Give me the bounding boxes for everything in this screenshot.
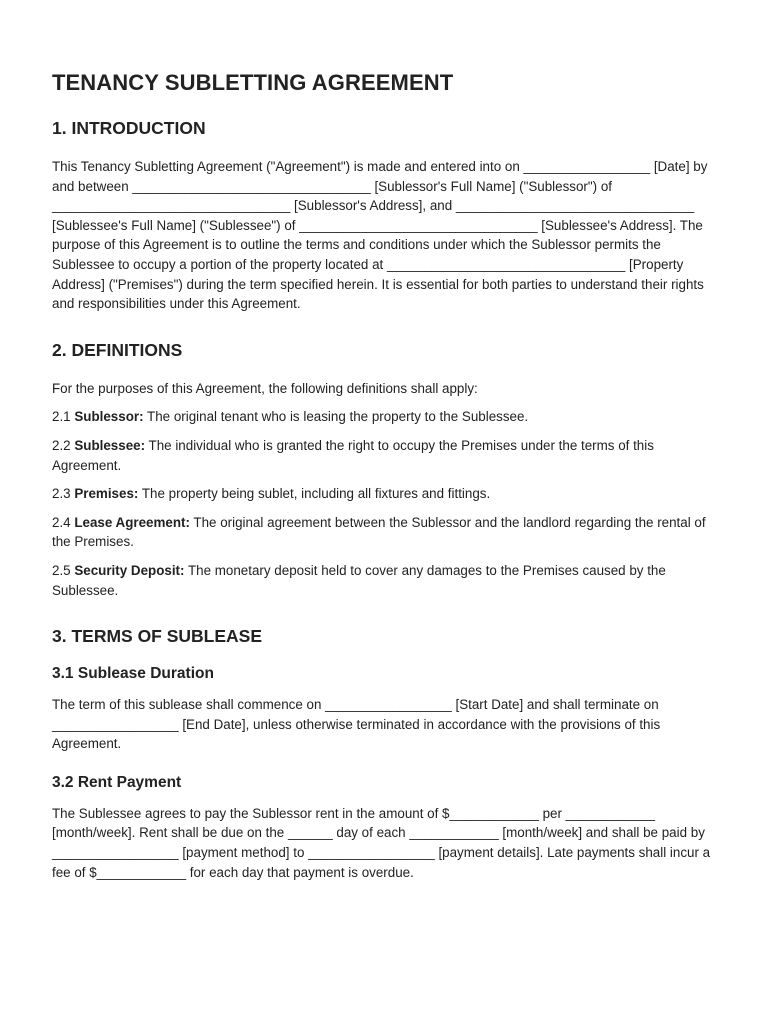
definition-item — [52, 561, 718, 600]
section-heading-definitions: 2. DEFINITIONS — [52, 339, 183, 360]
definition-number: 2.1 — [52, 409, 75, 425]
definition-text: The monetary deposit held to cover any damages to the Premises caused by the Sublessee. — [52, 562, 666, 598]
subsection-heading-rent: 3.2 Rent Payment — [52, 773, 182, 791]
section-introduction — [52, 118, 718, 314]
definition-term: Premises: — [74, 486, 139, 502]
introduction-paragraph: This Tenancy Subletting Agreement ("Agreement") is made and entered into on _________________ [Date] by and between ________________________________ [Sublessor's Full Name] ("Sublessor") of ________________________________ [Sublessor's Address], and ________________________________ [Sublessee's Full Name] ("Sublessee") of ________________________________ [Sublessee's Address]. The purpose of this Agreement is to outline the terms and conditions under which the Sublessor permits the Sublessee to occupy a portion of the property located at ________________________________ [Property Address] ("Premises") during the term specified herein. It is essential for both parties to understand their rights and responsibilities under this Agreement. — [52, 159, 708, 312]
definition-text: The original agreement between the Sublessor and the landlord regarding the rental of the Premises. — [52, 514, 706, 550]
definition-term: Sublessor: — [74, 409, 144, 425]
section-terms-of-sublease — [52, 626, 718, 882]
definition-text: The individual who is granted the right to occupy the Premises under the terms of this Agreement. — [52, 437, 654, 473]
duration-paragraph: The term of this sublease shall commence on _________________ [Start Date] and shall terminate on _________________ [End Date], unless otherwise terminated in accordance with the provisions of this Agreement. — [52, 697, 661, 752]
definition-item — [52, 484, 718, 504]
definition-number: 2.3 — [52, 486, 75, 502]
section-heading-terms: 3. TERMS OF SUBLEASE — [52, 626, 263, 647]
document-title: TENANCY SUBLETTING AGREEMENT — [52, 70, 454, 95]
rent-paragraph: The Sublessee agrees to pay the Sublessor rent in the amount of $____________ per ____________ [month/week]. Rent shall be due on the ______ day of each ____________ [month/week] and shall be paid by _________________ [payment method] to _________________ [payment details]. Late payments shall incur a fee of $____________ for each day that payment is overdue. — [52, 805, 711, 880]
subsection-heading-duration: 3.1 Sublease Duration — [52, 665, 214, 683]
definition-item — [52, 436, 718, 475]
definition-term: Lease Agreement: — [74, 514, 190, 530]
definition-number: 2.2 — [52, 437, 75, 453]
definition-item — [52, 513, 718, 552]
definition-term: Sublessee: — [74, 437, 146, 453]
definition-term: Security Deposit: — [74, 562, 185, 578]
definition-number: 2.4 — [52, 514, 75, 530]
section-heading-introduction: 1. INTRODUCTION — [52, 118, 206, 138]
section-definitions — [52, 340, 718, 600]
definition-text: The property being sublet, including all fixtures and fittings. — [138, 486, 491, 502]
definition-text: The original tenant who is leasing the property to the Sublessee. — [143, 409, 529, 425]
definition-item — [52, 407, 718, 427]
definitions-intro: For the purposes of this Agreement, the following definitions shall apply: — [52, 380, 478, 396]
definition-number: 2.5 — [52, 562, 75, 578]
